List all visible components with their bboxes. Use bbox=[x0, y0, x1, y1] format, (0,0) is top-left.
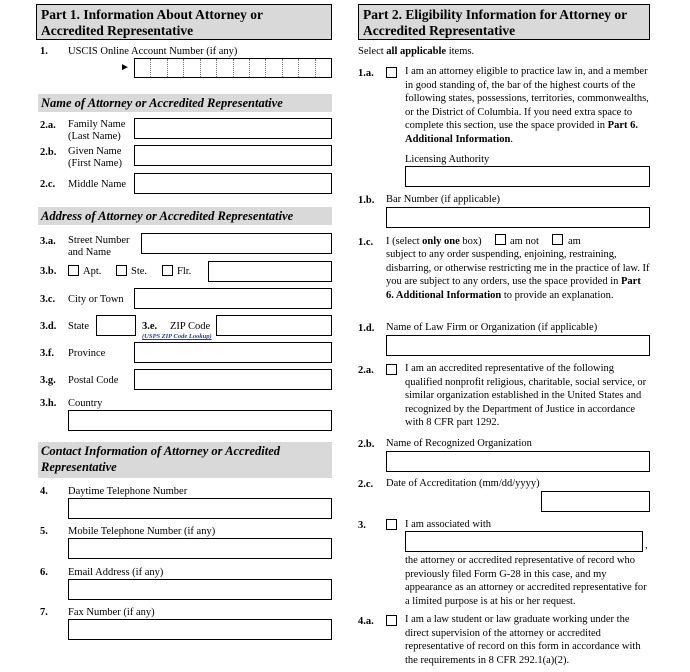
q7-number: 7. bbox=[40, 607, 48, 618]
part1-header: Part 1. Information About Attorney or Accredited Representative bbox=[36, 4, 332, 40]
bar-number-input[interactable] bbox=[386, 207, 650, 228]
q3h-number: 3.h. bbox=[40, 398, 57, 409]
ste-label: Ste. bbox=[131, 266, 148, 277]
q2b2-label: Name of Recognized Organization bbox=[386, 438, 532, 449]
q2a2-number: 2.a. bbox=[358, 365, 374, 376]
postal-code-input[interactable] bbox=[134, 369, 332, 390]
licensing-authority-input[interactable] bbox=[405, 166, 650, 187]
q7-label: Fax Number (if any) bbox=[68, 607, 155, 618]
q1a-number: 1.a. bbox=[358, 68, 374, 79]
licensing-authority-label: Licensing Authority bbox=[405, 154, 490, 165]
part2-instructions: Select all applicable items. bbox=[358, 46, 475, 57]
ste-checkbox[interactable] bbox=[116, 265, 127, 276]
q5-label: Mobile Telephone Number (if any) bbox=[68, 526, 216, 537]
associated-name-input[interactable] bbox=[405, 531, 643, 552]
uscis-account-number-input[interactable] bbox=[134, 58, 332, 78]
q3g-number: 3.g. bbox=[40, 375, 56, 386]
q3a-label: Street Number and Name bbox=[68, 235, 130, 258]
q2a-number: 2.a. bbox=[40, 120, 56, 131]
q2a2-text: I am an accredited representative of the following qualified nonprofit religious, charitable, social service, or similar organization established in the United States and recognized by the Department of Justice in accordance with 8 CFR part 1292. bbox=[405, 363, 647, 428]
q3b-number: 3.b. bbox=[40, 266, 57, 277]
mobile-phone-input[interactable] bbox=[68, 538, 332, 559]
apt-checkbox[interactable] bbox=[68, 265, 79, 276]
q3f-number: 3.f. bbox=[40, 348, 54, 359]
q3a-number: 3.a. bbox=[40, 236, 56, 247]
q3f-label: Province bbox=[68, 348, 106, 359]
q1-label: USCIS Online Account Number (if any) bbox=[68, 46, 238, 57]
q1-number: 1. bbox=[40, 46, 48, 57]
q1d-label: Name of Law Firm or Organization (if applicable) bbox=[386, 322, 598, 333]
am-checkbox[interactable] bbox=[552, 234, 563, 245]
law-student-checkbox[interactable] bbox=[386, 615, 397, 626]
contact-section-heading: Contact Information of Attorney or Accredited Representative bbox=[38, 442, 332, 478]
q4-label: Daytime Telephone Number bbox=[68, 486, 188, 497]
q3-2-label: I am associated with bbox=[405, 519, 492, 530]
flr-label: Flr. bbox=[177, 266, 192, 277]
am-label: am bbox=[568, 236, 581, 247]
given-name-input[interactable] bbox=[134, 145, 332, 166]
q1b-label: Bar Number (if applicable) bbox=[386, 194, 500, 205]
associated-checkbox[interactable] bbox=[386, 519, 397, 530]
q3e-label: ZIP Code bbox=[170, 321, 211, 332]
accreditation-date-input[interactable] bbox=[541, 491, 650, 512]
apt-label: Apt. bbox=[83, 266, 102, 277]
attorney-checkbox[interactable] bbox=[386, 67, 397, 78]
q3e-number: 3.e. bbox=[142, 321, 158, 332]
q2c2-number: 2.c. bbox=[358, 479, 374, 490]
q2c-label: Middle Name bbox=[68, 179, 127, 190]
q2c2-label: Date of Accreditation (mm/dd/yyyy) bbox=[386, 478, 540, 489]
country-input[interactable] bbox=[68, 410, 332, 431]
address-section-heading: Address of Attorney or Accredited Representative bbox=[38, 207, 332, 225]
arrow-icon: ► bbox=[120, 62, 130, 73]
flr-checkbox[interactable] bbox=[162, 265, 173, 276]
province-input[interactable] bbox=[134, 342, 332, 363]
q3d-label: State bbox=[68, 321, 89, 332]
email-input[interactable] bbox=[68, 579, 332, 600]
q4a2-number: 4.a. bbox=[358, 616, 374, 627]
q1a-text: I am an attorney eligible to practice law in, and a member in good standing of, the bar of the highest courts of the following states, possessions, territories, commonwealths, or the District of Columbia. If you need extra space to complete this section, use the space provided in Part 6. Additional Information. bbox=[405, 66, 649, 145]
law-firm-input[interactable] bbox=[386, 335, 650, 356]
q3h-label: Country bbox=[68, 398, 103, 409]
fax-input[interactable] bbox=[68, 619, 332, 640]
q4a2-text: I am a law student or law graduate working under the direct supervision of the attorney or accredited representative of record on this form in accordance with the requirements in 8 CFR 292.1(a)(2). bbox=[405, 614, 641, 666]
daytime-phone-input[interactable] bbox=[68, 498, 332, 519]
recognized-org-input[interactable] bbox=[386, 451, 650, 472]
street-input[interactable] bbox=[141, 233, 332, 254]
q1c-number: 1.c. bbox=[358, 237, 374, 248]
q4-number: 4. bbox=[40, 486, 48, 497]
q3-2-number: 3. bbox=[358, 520, 366, 531]
am-not-label: am not bbox=[510, 236, 539, 247]
part2-header: Part 2. Eligibility Information for Attorney or Accredited Representative bbox=[358, 4, 650, 40]
q2a-label: Family Name (Last Name) bbox=[68, 119, 126, 142]
state-input[interactable] bbox=[96, 315, 136, 336]
q5-number: 5. bbox=[40, 526, 48, 537]
q6-label: Email Address (if any) bbox=[68, 567, 164, 578]
zip-lookup-link[interactable]: (USPS ZIP Code Lookup) bbox=[142, 333, 212, 340]
q3g-label: Postal Code bbox=[68, 375, 119, 386]
name-section-heading: Name of Attorney or Accredited Representative bbox=[38, 94, 332, 112]
q2c-number: 2.c. bbox=[40, 179, 56, 190]
q1b-number: 1.b. bbox=[358, 195, 375, 206]
q3-2-comma: , bbox=[645, 540, 648, 551]
q3c-label: City or Town bbox=[68, 294, 124, 305]
middle-name-input[interactable] bbox=[134, 173, 332, 194]
q1c-text: subject to any order suspending, enjoining, restraining, disbarring, or otherwise restricting me in the practice of law. If you are subject to any orders, use the space provided in Part 6. Additional Information to provide an explanation. bbox=[386, 249, 650, 301]
q1d-number: 1.d. bbox=[358, 323, 375, 334]
accredited-rep-checkbox[interactable] bbox=[386, 364, 397, 375]
unit-number-input[interactable] bbox=[208, 261, 332, 282]
q6-number: 6. bbox=[40, 567, 48, 578]
am-not-checkbox[interactable] bbox=[495, 234, 506, 245]
q3d-number: 3.d. bbox=[40, 321, 57, 332]
q3-2-text: the attorney or accredited representative of record who previously filed Form G-28 in this case, and my appearance as an attorney or accredited representative for a limited purpose is at his or her request. bbox=[405, 555, 647, 607]
q1c-intro: I (select only one box) bbox=[386, 236, 482, 247]
family-name-input[interactable] bbox=[134, 118, 332, 139]
q2b-number: 2.b. bbox=[40, 147, 57, 158]
q3c-number: 3.c. bbox=[40, 294, 56, 305]
q2b2-number: 2.b. bbox=[358, 439, 375, 450]
city-input[interactable] bbox=[134, 288, 332, 309]
q2b-label: Given Name (First Name) bbox=[68, 146, 122, 169]
zip-code-input[interactable] bbox=[216, 315, 332, 336]
